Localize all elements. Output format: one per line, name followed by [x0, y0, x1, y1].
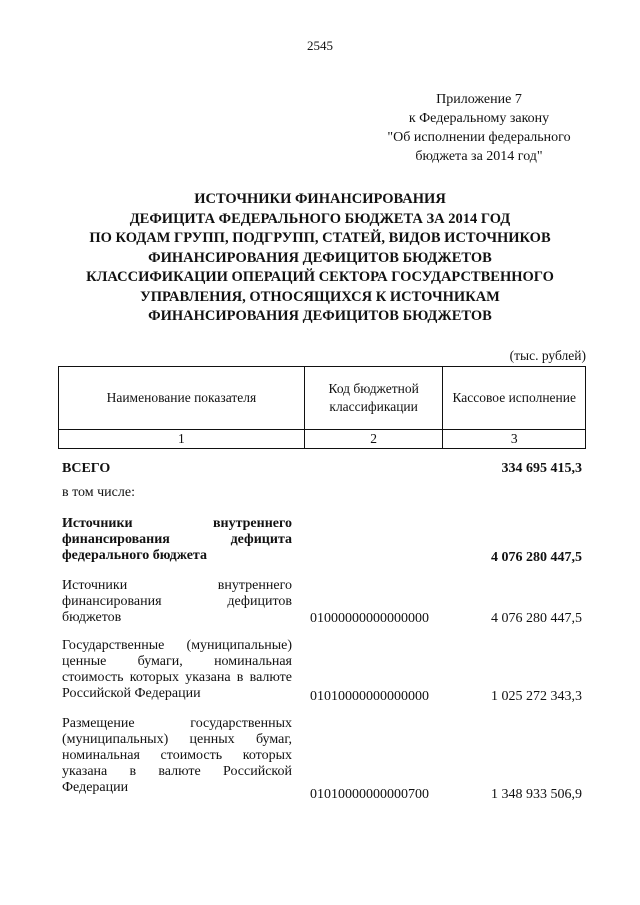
row-sum: 334 695 415,3 [501, 461, 582, 476]
table-row [62, 578, 584, 630]
title-line: ДЕФИЦИТА ФЕДЕРАЛЬНОГО БЮДЖЕТА ЗА 2014 ГОД [129, 210, 511, 227]
row-code: 01010000000000700 [310, 787, 429, 802]
page-number: 2545 [307, 38, 333, 53]
row-name: Источники внутреннего финансирования дефицита федерального бюджета [62, 516, 292, 563]
title-line: ФИНАНСИРОВАНИЯ ДЕФИЦИТОВ БЮДЖЕТОВ [148, 308, 492, 324]
appendix-line: Приложение 7 [436, 92, 522, 107]
title-line: ИСТОЧНИКИ ФИНАНСИРОВАНИЯ [194, 191, 446, 207]
appendix-line: к Федеральному закону [408, 111, 550, 126]
header-code: Код бюджетной классификации [304, 367, 443, 430]
title-line: УПРАВЛЕНИЯ, ОТНОСЯЩИХСЯ К ИСТОЧНИКАМ [140, 288, 500, 305]
table-row [62, 716, 584, 804]
header-sum: Кассовое исполнение [443, 367, 586, 430]
row-code: 01010000000000000 [310, 689, 429, 704]
title-line: ПО КОДАМ ГРУПП, ПОДГРУПП, СТАТЕЙ, ВИДОВ ИСТОЧНИКОВ [89, 230, 551, 246]
column-number-row [59, 430, 586, 449]
row-sum: 1 348 933 506,9 [491, 787, 582, 802]
table-header [58, 366, 586, 449]
appendix-reference [364, 90, 594, 166]
title-line: ФИНАНСИРОВАНИЯ ДЕФИЦИТОВ БЮДЖЕТОВ [148, 249, 492, 266]
column-number: 2 [304, 430, 443, 449]
units-label: (тыс. рублей) [509, 348, 586, 363]
header-row [59, 367, 586, 430]
document-title [40, 190, 600, 327]
table-row [62, 516, 584, 568]
column-number: 1 [59, 430, 305, 449]
row-name: ВСЕГО [62, 461, 111, 476]
row-code: 01000000000000000 [310, 611, 429, 626]
row-sum: 1 025 272 343,3 [491, 689, 582, 704]
header-name: Наименование показателя [59, 367, 305, 430]
table-row [62, 638, 584, 708]
title-line: КЛАССИФИКАЦИИ ОПЕРАЦИЙ СЕКТОРА ГОСУДАРСТВЕННОГО [86, 269, 554, 285]
column-number: 3 [443, 430, 586, 449]
appendix-line: "Об исполнении федерального [387, 130, 571, 145]
row-sum: 4 076 280 447,5 [491, 611, 582, 626]
row-name: в том числе: [62, 485, 135, 500]
row-name: Государственные (муниципальные) ценные бумаги, номинальная стоимость которых указана в валюте Российской Федерации [62, 638, 292, 701]
row-sum: 4 076 280 447,5 [491, 550, 582, 565]
appendix-line: бюджета за 2014 год" [415, 149, 543, 164]
row-name: Источники внутреннего финансирования дефицитов бюджетов [62, 578, 292, 625]
row-name: Размещение государственных (муниципальных) ценных бумаг, номинальная стоимость которых указана в валюте Российской Федерации [62, 716, 292, 795]
